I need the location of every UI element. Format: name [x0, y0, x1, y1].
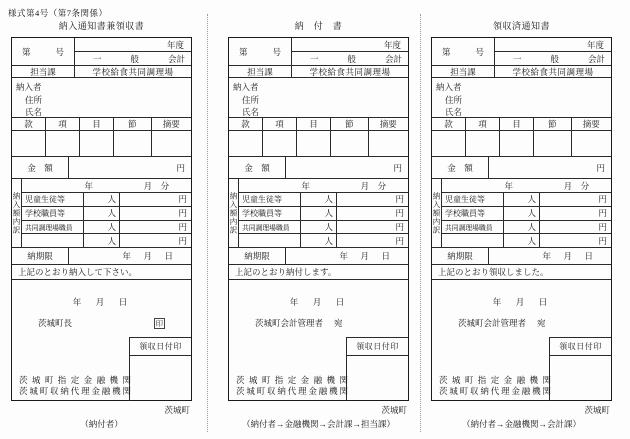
amount-row	[432, 157, 611, 179]
breakdown-row-label: 共同調理場職員	[239, 221, 301, 234]
ledger-col-header: 目	[80, 118, 114, 130]
yen-label: 円	[395, 221, 404, 232]
designated-bank-line: 茨城町指定金融機関	[236, 375, 348, 385]
ledger-empty-cell	[369, 131, 408, 156]
deadline-label: 納期限	[12, 248, 69, 264]
receipt-date-stamp-box	[549, 337, 611, 401]
breakdown-period-row	[22, 179, 191, 193]
department-value: 学校給食共同調理場	[309, 66, 391, 77]
ledger-empty-cell	[432, 131, 466, 156]
ledger-empty-cell	[466, 131, 500, 156]
ledger-col-header: 目	[297, 118, 331, 130]
ledger-header-row	[12, 118, 191, 131]
breakdown-month-label: 月 分	[360, 181, 387, 191]
doc-number-prefix: 第	[239, 46, 248, 57]
breakdown-row-staff	[22, 207, 191, 221]
deadline-value: 年 月 日	[339, 251, 392, 261]
department-row	[12, 66, 191, 78]
breakdown-row-label: 学校職員等	[442, 207, 504, 220]
doc-number-cell	[432, 38, 495, 65]
breakdown-period-row	[239, 179, 408, 193]
ledger-col-header: 款	[432, 118, 466, 130]
town-name: 茨城町	[164, 405, 190, 415]
breakdown-month-label: 月 分	[143, 181, 170, 191]
account-part: 会計	[384, 53, 402, 64]
breakdown-table	[239, 179, 408, 247]
ledger-empty-cell	[114, 131, 152, 156]
amount-row	[229, 157, 408, 179]
date-line: 年 月 日	[492, 297, 551, 307]
ledger-col-header: 節	[114, 118, 152, 130]
breakdown-row-kitchen-staff	[442, 221, 611, 235]
fiscal-year-label: 年度	[383, 39, 401, 50]
form-title: 納入通知書兼領収書	[58, 21, 145, 31]
ledger-col-header: 摘要	[582, 119, 600, 129]
addressee-name: 茨城町会計管理者	[458, 318, 527, 328]
form-column	[11, 20, 192, 430]
form-column	[431, 20, 612, 430]
breakdown-row-blank	[22, 234, 191, 247]
breakdown-row-label: 児童生徒等	[239, 193, 301, 206]
doc-number-suffix: 号	[475, 46, 484, 57]
date-line: 年 月 日	[289, 297, 348, 307]
persons-label: 人	[301, 234, 337, 247]
breakdown-table	[22, 179, 191, 247]
amount-yen-label: 円	[393, 162, 402, 173]
breakdown-period-row	[442, 179, 611, 193]
addressee-line	[432, 317, 611, 329]
account-part: 般	[550, 53, 559, 64]
persons-label: 人	[504, 234, 540, 247]
designated-bank-line: 茨城町指定金融機関	[439, 375, 551, 385]
department-label: 担当課	[432, 66, 495, 77]
department-label: 担当課	[229, 66, 292, 77]
account-part: 一	[93, 53, 102, 64]
instruction-row: 上記のとおり納付します。	[229, 265, 408, 280]
breakdown-row-staff	[239, 207, 408, 221]
breakdown-block	[229, 179, 408, 248]
ledger-col-header: 節	[331, 118, 369, 130]
breakdown-row-label: 児童生徒等	[442, 193, 504, 206]
account-cell	[292, 52, 408, 65]
ledger-empty-cell	[572, 131, 611, 156]
breakdown-row-blank	[239, 234, 408, 247]
addressee-suffix: 宛	[537, 318, 546, 328]
fiscal-year-cell	[495, 38, 611, 52]
addressee-line	[12, 317, 191, 329]
amount-label: 金 額	[229, 157, 286, 178]
header-row	[12, 38, 191, 66]
payer-name-label: 氏名	[445, 107, 463, 117]
breakdown-year-label: 年	[504, 181, 514, 191]
ledger-col-header: 項	[466, 118, 500, 130]
breakdown-row-label	[22, 234, 84, 247]
ledger-col-header: 目	[500, 118, 534, 130]
bank-lines	[439, 375, 551, 397]
deadline-value: 年 月 日	[542, 251, 595, 261]
forms-row	[0, 20, 630, 439]
breakdown-year-label: 年	[84, 181, 94, 191]
doc-number-suffix: 号	[272, 46, 281, 57]
ledger-col-header: 摘要	[162, 119, 180, 129]
persons-label: 人	[84, 234, 120, 247]
form-spec-label: 様式第4号（第7条関係）	[8, 8, 108, 18]
header-row	[432, 38, 611, 66]
addressee-name: 茨城町会計管理者	[255, 318, 324, 328]
breakdown-row-blank	[442, 234, 611, 247]
breakdown-row-label: 共同調理場職員	[442, 221, 504, 234]
seal-placeholder-box: 印	[155, 318, 163, 328]
form-column	[228, 20, 409, 430]
account-cell	[75, 52, 191, 65]
yen-label: 円	[178, 194, 187, 205]
yen-label: 円	[395, 235, 404, 246]
payer-name-label: 氏名	[242, 107, 260, 117]
ledger-empty-row	[432, 131, 611, 157]
breakdown-block	[432, 179, 611, 248]
persons-label: 人	[84, 207, 120, 220]
bank-lines	[236, 375, 348, 397]
breakdown-row-staff	[442, 207, 611, 221]
signature-area	[12, 280, 191, 401]
yen-label: 円	[598, 194, 607, 205]
yen-label: 円	[598, 208, 607, 219]
receipt-date-stamp-label: 領収日付印	[130, 338, 191, 356]
ledger-col-header: 款	[229, 118, 263, 130]
ledger-col-header: 摘要	[379, 119, 397, 129]
breakdown-vertical-label: 納入額内訳	[12, 179, 22, 247]
payer-address-label: 住所	[25, 94, 43, 105]
amount-label: 金 額	[432, 157, 489, 178]
breakdown-row-label: 児童生徒等	[22, 193, 84, 206]
ledger-empty-cell	[229, 131, 263, 156]
ledger-empty-cell	[263, 131, 297, 156]
department-value: 学校給食共同調理場	[512, 66, 594, 77]
instruction-row: 上記のとおり納入して下さい。	[12, 265, 191, 280]
yen-label: 円	[395, 194, 404, 205]
payer-address-label: 住所	[445, 94, 463, 105]
breakdown-row-students	[442, 193, 611, 207]
doc-number-cell	[229, 38, 292, 65]
ledger-col-header: 款	[12, 118, 46, 130]
payer-block	[229, 78, 408, 118]
department-row	[432, 66, 611, 78]
agent-bank-line: 茨城町収納代理金融機関	[439, 386, 551, 396]
ledger-empty-row	[229, 131, 408, 157]
deadline-label: 納期限	[432, 248, 489, 264]
form-title: 領収済通知書	[492, 21, 550, 31]
ledger-header-row	[229, 118, 408, 131]
ledger-empty-cell	[80, 131, 114, 156]
form-table	[228, 37, 409, 401]
agent-bank-line: 茨城町収納代理金融機関	[19, 386, 131, 396]
town-name: 茨城町	[584, 405, 610, 415]
persons-label: 人	[504, 221, 540, 234]
header-row	[229, 38, 408, 66]
ledger-empty-cell	[12, 131, 46, 156]
amount-row	[12, 157, 191, 179]
account-part: 般	[130, 53, 139, 64]
doc-number-prefix: 第	[22, 46, 31, 57]
breakdown-row-label: 共同調理場職員	[22, 221, 84, 234]
breakdown-row-label: 学校職員等	[239, 207, 301, 220]
receipt-date-stamp-box	[346, 337, 408, 401]
deadline-row	[12, 248, 191, 265]
yen-label: 円	[598, 235, 607, 246]
breakdown-row-label: 学校職員等	[22, 207, 84, 220]
doc-number-prefix: 第	[442, 46, 451, 57]
form-table	[11, 37, 192, 401]
payer-address-label: 住所	[242, 94, 260, 105]
amount-label: 金 額	[12, 157, 69, 178]
payer-block	[432, 78, 611, 118]
header-right	[75, 38, 191, 65]
form-table	[431, 37, 612, 401]
ledger-col-header: 項	[46, 118, 80, 130]
doc-number-cell	[12, 38, 75, 65]
yen-label: 円	[598, 221, 607, 232]
ledger-header-row	[432, 118, 611, 131]
fiscal-year-cell	[75, 38, 191, 52]
ledger-empty-cell	[46, 131, 80, 156]
breakdown-row-label	[239, 234, 301, 247]
account-part: 一	[513, 53, 522, 64]
breakdown-row-kitchen-staff	[22, 221, 191, 235]
amount-yen-label: 円	[596, 162, 605, 173]
account-part: 会計	[587, 53, 605, 64]
deadline-row	[229, 248, 408, 265]
breakdown-row-students	[22, 193, 191, 207]
persons-label: 人	[301, 193, 337, 206]
payer-label: 納入者	[436, 82, 462, 92]
copy-route-label: （納付者）	[80, 419, 123, 429]
breakdown-vertical-label: 納入額内訳	[229, 179, 239, 247]
yen-label: 円	[178, 221, 187, 232]
header-right	[292, 38, 408, 65]
ledger-col-header: 節	[534, 118, 572, 130]
fiscal-year-cell	[292, 38, 408, 52]
addressee-line	[229, 317, 408, 329]
yen-label: 円	[178, 208, 187, 219]
receipt-date-stamp-label: 領収日付印	[550, 338, 611, 356]
department-label: 担当課	[12, 66, 75, 77]
form-title: 納 付 書	[294, 21, 343, 31]
payer-label: 納入者	[233, 82, 259, 92]
persons-label: 人	[504, 207, 540, 220]
receipt-date-stamp-label: 領収日付印	[347, 338, 408, 356]
payer-name-label: 氏名	[25, 107, 43, 117]
date-line: 年 月 日	[72, 297, 131, 307]
ledger-empty-cell	[534, 131, 572, 156]
doc-number-suffix: 号	[55, 46, 64, 57]
yen-label: 円	[178, 235, 187, 246]
bank-lines	[19, 375, 131, 397]
persons-label: 人	[84, 221, 120, 234]
persons-label: 人	[301, 207, 337, 220]
designated-bank-line: 茨城町指定金融機関	[19, 375, 131, 385]
amount-yen-label: 円	[176, 162, 185, 173]
ledger-empty-row	[12, 131, 191, 157]
ledger-col-header: 項	[263, 118, 297, 130]
ledger-empty-cell	[331, 131, 369, 156]
breakdown-table	[442, 179, 611, 247]
breakdown-row-label	[442, 234, 504, 247]
copy-route-label: （納付者→金融機関→会計課）	[461, 419, 581, 429]
payer-block	[12, 78, 191, 118]
addressee-name: 茨城町長	[38, 318, 73, 328]
receipt-date-stamp-box	[129, 337, 191, 401]
agent-bank-line: 茨城町収納代理金融機関	[236, 386, 348, 396]
ledger-empty-cell	[297, 131, 331, 156]
copy-route-label: （納付者→金融機関→会計課→担当課）	[241, 419, 395, 429]
breakdown-vertical-label: 納入額内訳	[432, 179, 442, 247]
breakdown-row-kitchen-staff	[239, 221, 408, 235]
account-cell	[495, 52, 611, 65]
breakdown-year-label: 年	[301, 181, 311, 191]
breakdown-row-students	[239, 193, 408, 207]
department-value: 学校給食共同調理場	[92, 66, 174, 77]
persons-label: 人	[84, 193, 120, 206]
breakdown-month-label: 月 分	[563, 181, 590, 191]
yen-label: 円	[395, 208, 404, 219]
signature-area	[432, 280, 611, 401]
header-right	[495, 38, 611, 65]
deadline-value: 年 月 日	[122, 251, 175, 261]
town-name: 茨城町	[381, 405, 407, 415]
ledger-empty-cell	[500, 131, 534, 156]
department-row	[229, 66, 408, 78]
ledger-empty-cell	[152, 131, 191, 156]
fiscal-year-label: 年度	[586, 39, 604, 50]
deadline-row	[432, 248, 611, 265]
account-part: 一	[310, 53, 319, 64]
persons-label: 人	[504, 193, 540, 206]
account-part: 会計	[167, 53, 185, 64]
deadline-label: 納期限	[229, 248, 286, 264]
account-part: 般	[347, 53, 356, 64]
fiscal-year-label: 年度	[166, 39, 184, 50]
breakdown-block	[12, 179, 191, 248]
addressee-suffix: 宛	[334, 318, 343, 328]
payer-label: 納入者	[16, 82, 42, 92]
instruction-row: 上記のとおり領収しました。	[432, 265, 611, 280]
persons-label: 人	[301, 221, 337, 234]
signature-area	[229, 280, 408, 401]
